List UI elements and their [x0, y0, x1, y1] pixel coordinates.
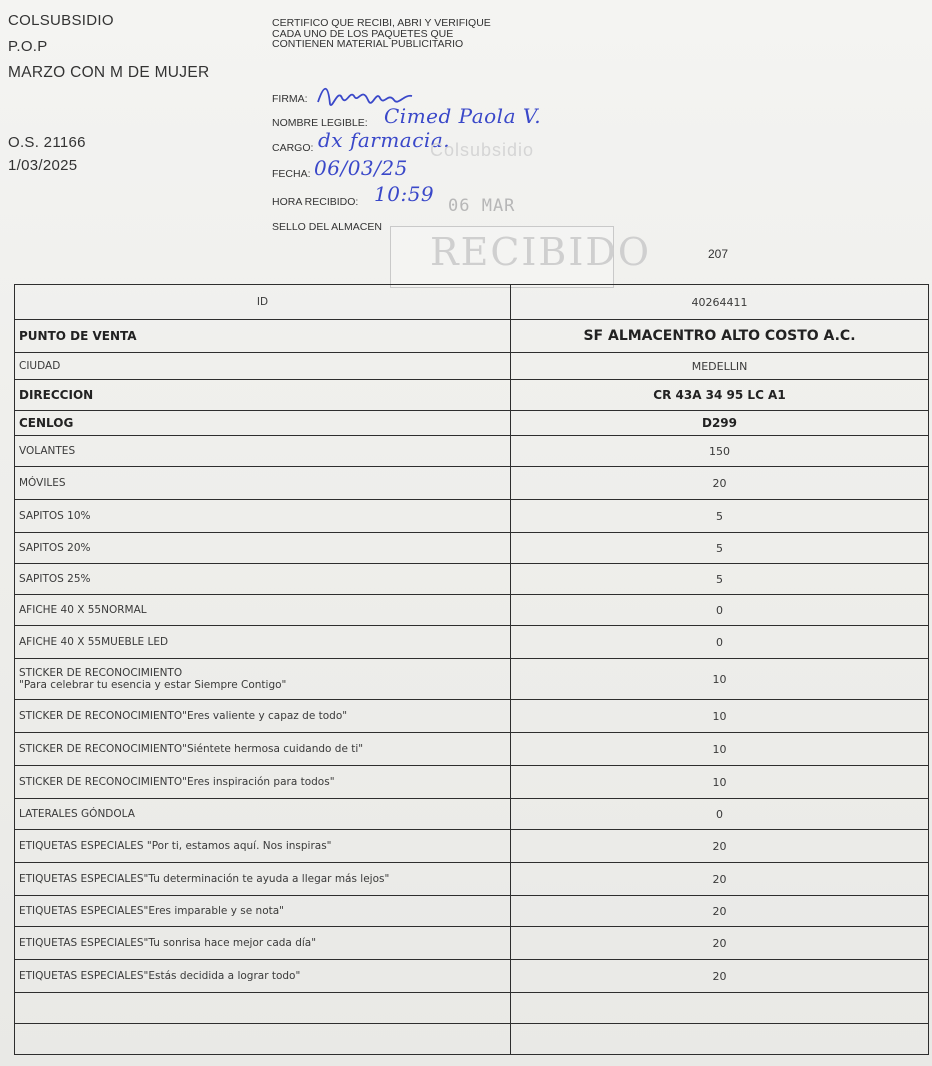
- campaign-title: MARZO CON M DE MUJER: [8, 64, 210, 81]
- stamp-faded-text: Colsubsidio: [430, 140, 535, 160]
- row-label: [15, 320, 511, 353]
- row-value: 40264411: [511, 285, 929, 320]
- row-value: 10: [511, 733, 929, 766]
- seal-label: SELLO DEL ALMACEN: [272, 221, 382, 233]
- signature-label: FIRMA:: [272, 93, 308, 105]
- row-value: 20: [511, 863, 929, 896]
- order-date: 1/03/2025: [8, 157, 78, 174]
- table-row: [15, 320, 929, 353]
- table-row: [15, 960, 929, 993]
- row-label: [15, 380, 511, 411]
- row-label-text: AFICHE 40 X 55MUEBLE LED: [19, 636, 169, 648]
- row-label-text: STICKER DE RECONOCIMIENTO: [19, 667, 183, 679]
- row-label-text: ETIQUETAS ESPECIALES"Estás decidida a lograr todo": [19, 970, 301, 982]
- row-label-text: LATERALES GÓNDOLA: [19, 808, 135, 820]
- row-value: 20: [511, 467, 929, 500]
- row-value: 0: [511, 626, 929, 659]
- row-value: 150: [511, 436, 929, 467]
- received-stamp-text: RECIBIDO: [430, 230, 651, 274]
- row-label: [15, 659, 511, 700]
- row-value: 10: [511, 766, 929, 799]
- row-value: CR 43A 34 95 LC A1: [511, 380, 929, 411]
- handwritten-time: 10:59: [374, 182, 435, 206]
- row-value: 20: [511, 896, 929, 927]
- row-label-text: PUNTO DE VENTA: [19, 329, 137, 343]
- row-value: 5: [511, 564, 929, 595]
- table-row: [15, 467, 929, 500]
- row-label: [15, 863, 511, 896]
- row-label: [15, 500, 511, 533]
- order-number: O.S. 21166: [8, 134, 86, 151]
- row-label-text: AFICHE 40 X 55NORMAL: [19, 604, 147, 616]
- row-label: [15, 766, 511, 799]
- row-label: [15, 533, 511, 564]
- row-value: [511, 1024, 929, 1055]
- row-value: 0: [511, 799, 929, 830]
- page-number: 207: [708, 247, 729, 261]
- table-row: [15, 564, 929, 595]
- row-label-text: CENLOG: [19, 416, 74, 430]
- stamp-date: 06 MAR: [448, 196, 516, 216]
- row-label: [15, 830, 511, 863]
- row-label-text: SAPITOS 10%: [19, 510, 91, 522]
- pop-label: P.O.P: [8, 38, 48, 55]
- row-label: [15, 436, 511, 467]
- handwritten-date: 06/03/25: [314, 156, 408, 180]
- table-row: [15, 500, 929, 533]
- table-row: [15, 766, 929, 799]
- row-label-subtext: "Para celebrar tu esencia y estar Siempre Contigo": [19, 679, 287, 691]
- row-value: [511, 993, 929, 1024]
- row-label-text: STICKER DE RECONOCIMIENTO"Siéntete hermosa cuidando de ti": [19, 743, 364, 755]
- certification-text: CERTIFICO QUE RECIBI, ABRI Y VERIFIQUE CADA UNO DE LOS PAQUETES QUE CONTIENEN MATERIAL PUBLICITARIO: [272, 17, 491, 50]
- row-label-text: ID: [256, 296, 269, 308]
- table-row: [15, 436, 929, 467]
- table-row: [15, 380, 929, 411]
- row-label: [15, 960, 511, 993]
- row-label: [15, 595, 511, 626]
- table-row: [15, 285, 929, 320]
- row-label: [15, 411, 511, 436]
- table-row: [15, 927, 929, 960]
- row-value: SF ALMACENTRO ALTO COSTO A.C.: [511, 320, 929, 353]
- row-label-text: DIRECCION: [19, 388, 94, 402]
- row-label-text: SAPITOS 25%: [19, 573, 91, 585]
- row-value: 20: [511, 960, 929, 993]
- row-label-text: STICKER DE RECONOCIMIENTO"Eres valiente y capaz de todo": [19, 710, 348, 722]
- row-value: 0: [511, 595, 929, 626]
- row-label: [15, 467, 511, 500]
- table-row: [15, 1024, 929, 1055]
- row-label-text: SAPITOS 20%: [19, 542, 91, 554]
- row-value: MEDELLIN: [511, 353, 929, 380]
- table-row: [15, 799, 929, 830]
- table-row: [15, 659, 929, 700]
- row-label-text: ETIQUETAS ESPECIALES "Por ti, estamos aquí. Nos inspiras": [19, 840, 332, 852]
- row-label: [15, 733, 511, 766]
- row-label: [15, 1024, 511, 1055]
- table-row: [15, 700, 929, 733]
- position-label: CARGO:: [272, 142, 314, 154]
- company-name: COLSUBSIDIO: [8, 12, 114, 29]
- row-label: [15, 700, 511, 733]
- row-label-text: MÓVILES: [19, 477, 66, 489]
- row-label-text: ETIQUETAS ESPECIALES"Tu determinación te ayuda a llegar más lejos": [19, 873, 390, 885]
- row-label: [15, 626, 511, 659]
- table-row: [15, 626, 929, 659]
- row-value: D299: [511, 411, 929, 436]
- row-label: [15, 993, 511, 1024]
- table-row: [15, 830, 929, 863]
- row-value: 20: [511, 927, 929, 960]
- row-value: 20: [511, 830, 929, 863]
- table-row: [15, 353, 929, 380]
- table-row: [15, 863, 929, 896]
- table-row: [15, 896, 929, 927]
- table-row: [15, 533, 929, 564]
- row-label: [15, 564, 511, 595]
- row-value: 10: [511, 659, 929, 700]
- row-label-text: VOLANTES: [19, 445, 76, 457]
- row-label-text: STICKER DE RECONOCIMIENTO"Eres inspiración para todos": [19, 776, 335, 788]
- row-label: [15, 285, 511, 320]
- row-value: 5: [511, 500, 929, 533]
- row-label: [15, 896, 511, 927]
- table-row: [15, 993, 929, 1024]
- row-value: 10: [511, 700, 929, 733]
- handwritten-position: dx farmacia.: [318, 128, 451, 152]
- table-row: [15, 595, 929, 626]
- row-label: [15, 799, 511, 830]
- table-row: [15, 411, 929, 436]
- handwritten-name: Cimed Paola V.: [384, 104, 542, 128]
- table-row: [15, 733, 929, 766]
- time-label: HORA RECIBIDO:: [272, 196, 359, 208]
- date-label: FECHA:: [272, 168, 311, 180]
- row-label-text: ETIQUETAS ESPECIALES"Tu sonrisa hace mejor cada día": [19, 937, 317, 949]
- row-label-text: CIUDAD: [19, 360, 61, 372]
- row-label: [15, 353, 511, 380]
- row-label: [15, 927, 511, 960]
- row-label-text: ETIQUETAS ESPECIALES"Eres imparable y se nota": [19, 905, 285, 917]
- name-label: NOMBRE LEGIBLE:: [272, 117, 368, 129]
- row-value: 5: [511, 533, 929, 564]
- material-table: [14, 284, 929, 1055]
